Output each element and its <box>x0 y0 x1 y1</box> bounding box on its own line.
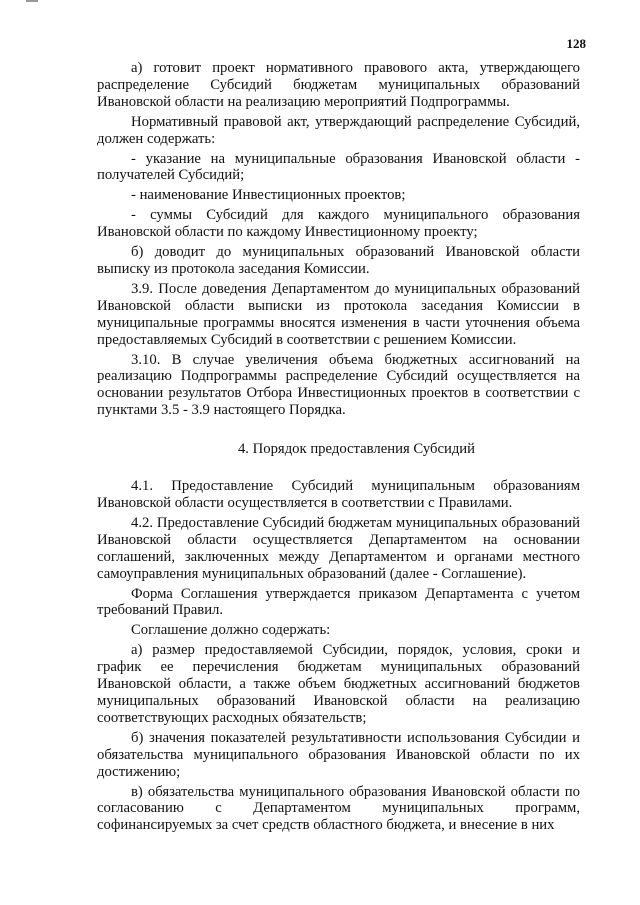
paragraph-list-recipients: - указание на муниципальные образования Ивановской области - получателей Субсидий; <box>97 150 580 184</box>
paragraph-list-subsidy-sums: - суммы Субсидий для каждого муниципального образования Ивановской области по каждому Инвестиционному проекту; <box>97 207 580 241</box>
paragraph-4-1: 4.1. Предоставление Субсидий муниципальным образованиям Ивановской области осуществляется в соответствии с Правилами. <box>97 478 580 512</box>
paragraph-item-b-bottom: б) значения показателей результативности использования Субсидии и обязательства муниципального образования Ивановской области по их достижению; <box>97 729 580 780</box>
paragraph-item-b-top: б) доводит до муниципальных образований Ивановской области выписку из протокола заседания Комиссии. <box>97 244 580 277</box>
paragraph-4-2: 4.2. Предоставление Субсидий бюджетам муниципальных образований Ивановской области осуществляется Департаментом на основании соглашений, заключенных между Департаментом и органами местного самоуправления муниципальных образований (далее - Соглашение). <box>97 514 580 582</box>
paragraph-3-10: 3.10. В случае увеличения объема бюджетных ассигнований на реализацию Подпрограммы распределение Субсидий осуществляется на основании результатов Отбора Инвестиционных проектов в соответствии с пунктами 3.5 - 3.9 настоящего Порядка. <box>97 351 580 419</box>
scan-mark <box>26 0 38 2</box>
paragraph-item-a-top: а) готовит проект нормативного правового акта, утверждающего распределение Субсидий бюджетам муниципальных образований Ивановской области на реализацию мероприятий Подпрограммы. <box>97 60 580 110</box>
paragraph-item-v-bottom: в) обязательства муниципального образования Ивановской области по согласованию с Департаментом муниципальных программ, софинансируемых за счет средств областного бюджета, и внесение в них <box>97 783 580 834</box>
paragraph-agreement-contents: Соглашение должно содержать: <box>131 622 331 639</box>
document-body <box>97 60 580 834</box>
paragraph-3-9: 3.9. После доведения Департаментом до муниципальных образований Ивановской области выписки из протокола заседания Комиссии в муниципальные программы вносятся изменения в части уточнения объема предоставляемых Субсидий в соответствии с решением Комиссии. <box>97 280 580 348</box>
paragraph-list-project-names: - наименование Инвестиционных проектов; <box>131 187 406 204</box>
paragraph-normative-act: Нормативный правовой акт, утверждающий распределение Субсидий, должен содержать: <box>97 113 580 147</box>
paragraph-item-a-bottom: а) размер предоставляемой Субсидии, порядок, условия, сроки и график ее перечисления бюджетам муниципальных образований Ивановской области, а также объем бюджетных ассигнований бюджетов муниципальных образований Ивановской области на реализацию соответствующих расходных обязательств; <box>97 642 580 726</box>
paragraph-agreement-form: Форма Соглашения утверждается приказом Департамента с учетом требований Правил. <box>97 585 580 619</box>
section-title: 4. Порядок предоставления Субсидий <box>237 441 476 458</box>
page-number: 128 <box>566 36 586 51</box>
